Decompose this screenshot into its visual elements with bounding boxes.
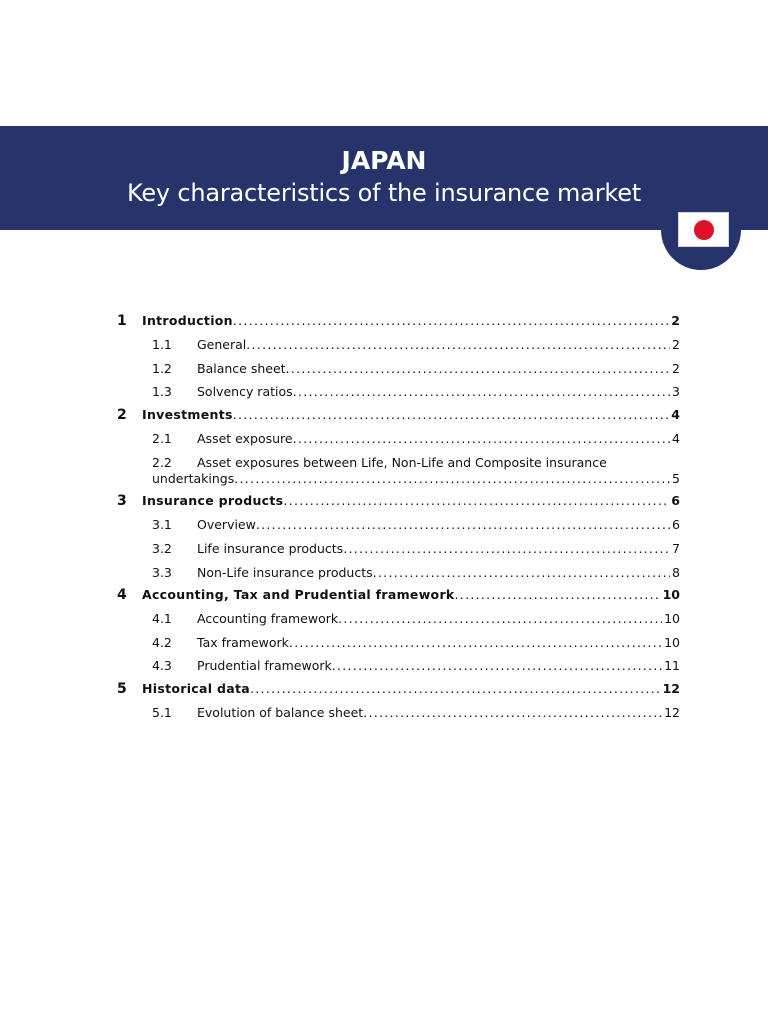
toc-leader [373,565,670,581]
toc-subsection-5-1[interactable] [116,705,680,721]
toc-page-number: 5 [672,471,680,486]
toc-page-number: 4 [671,407,680,422]
toc-page-number: 3 [672,384,680,399]
toc-page-number: 10 [662,587,680,602]
toc-subsection-label: Overview [197,517,256,532]
toc-subsection-label: Solvency ratios [197,384,293,399]
toc-page-number: 10 [664,611,680,626]
toc-leader [455,587,661,603]
toc-subsection-3-2[interactable] [116,541,680,557]
toc-subsection-1-3[interactable] [116,384,680,400]
toc-subsection-4-2[interactable] [116,635,680,651]
toc-subsection-label-continued: undertakings [152,471,235,486]
toc-leader [293,431,670,447]
toc-subsection-2-1[interactable] [116,431,680,447]
page-subtitle: Key characteristics of the insurance market [127,179,641,207]
toc-page-number: 2 [672,337,680,352]
toc-subsection-label: Asset exposure [197,431,293,446]
toc-leader [286,361,671,377]
toc-page-number: 12 [664,705,680,720]
toc-section-number: 1 [117,313,127,329]
toc-page-number: 11 [664,658,680,673]
toc-leader [293,384,670,400]
toc-leader [338,611,662,627]
toc-subsection-number: 4.1 [152,611,172,626]
page-title: JAPAN [341,146,427,175]
toc-section-number: 4 [117,587,127,603]
toc-subsection-number: 3.1 [152,517,172,532]
toc-subsection-label: Asset exposures between Life, Non-Life and Composite insurance [197,455,607,470]
toc-section-label: Investments [142,407,233,422]
toc-section-3[interactable] [116,493,680,509]
toc-page-number: 6 [672,517,680,532]
toc-page-number: 6 [671,493,680,508]
toc-page-number: 10 [664,635,680,650]
toc-leader [332,658,662,674]
toc-section-1[interactable] [116,313,680,329]
toc-subsection-4-1[interactable] [116,611,680,627]
toc-subsection-label: Balance sheet [197,361,286,376]
toc-subsection-2-2[interactable] [116,455,680,487]
toc-subsection-1-1[interactable] [116,337,680,353]
toc-leader [363,705,662,721]
toc-section-number: 3 [117,493,127,509]
toc-subsection-number: 4.2 [152,635,172,650]
toc-subsection-number: 2.2 [152,455,172,470]
toc-page-number: 7 [672,541,680,556]
toc-section-label: Historical data [142,681,250,696]
toc-section-label: Introduction [142,313,233,328]
toc-section-label: Insurance products [142,493,284,508]
toc-subsection-number: 5.1 [152,705,172,720]
toc-subsection-number: 4.3 [152,658,172,673]
toc-section-number: 5 [117,681,127,697]
toc-page-number: 8 [672,565,680,580]
toc-subsection-number: 1.3 [152,384,172,399]
toc-subsection-3-1[interactable] [116,517,680,533]
toc-subsection-number: 1.1 [152,337,172,352]
toc-subsection-number: 3.3 [152,565,172,580]
toc-leader [246,337,670,353]
toc-leader [289,635,662,651]
toc-subsection-label-line1 [116,455,680,471]
toc-subsection-4-3[interactable] [116,658,680,674]
toc-subsection-label: Life insurance products [197,541,344,556]
toc-leader [343,541,670,557]
toc-section-2[interactable] [116,407,680,423]
toc-subsection-number: 2.1 [152,431,172,446]
toc-section-number: 2 [117,407,127,423]
toc-subsection-label: Prudential framework [197,658,332,673]
toc-subsection-label: Accounting framework [197,611,339,626]
toc-leader [256,517,670,533]
toc-leader [250,681,661,697]
toc-subsection-label: General [197,337,247,352]
toc-subsection-label: Evolution of balance sheet [197,705,364,720]
toc-section-label: Accounting, Tax and Prudential framework [142,587,455,602]
toc-subsection-number: 1.2 [152,361,172,376]
toc-leader [233,407,670,423]
toc-subsection-label: Tax framework [197,635,289,650]
toc-leader [283,493,669,509]
toc-subsection-3-3[interactable] [116,565,680,581]
toc-page-number: 12 [662,681,680,696]
toc-leader [233,313,669,329]
toc-page-number: 2 [671,313,680,328]
toc-section-4[interactable] [116,587,680,603]
toc-section-5[interactable] [116,681,680,697]
toc-leader [234,471,670,487]
toc-subsection-1-2[interactable] [116,361,680,377]
toc-page-number: 4 [672,431,680,446]
toc-subsection-label: Non-Life insurance products [197,565,373,580]
toc-page-number: 2 [672,361,680,376]
toc-subsection-number: 3.2 [152,541,172,556]
